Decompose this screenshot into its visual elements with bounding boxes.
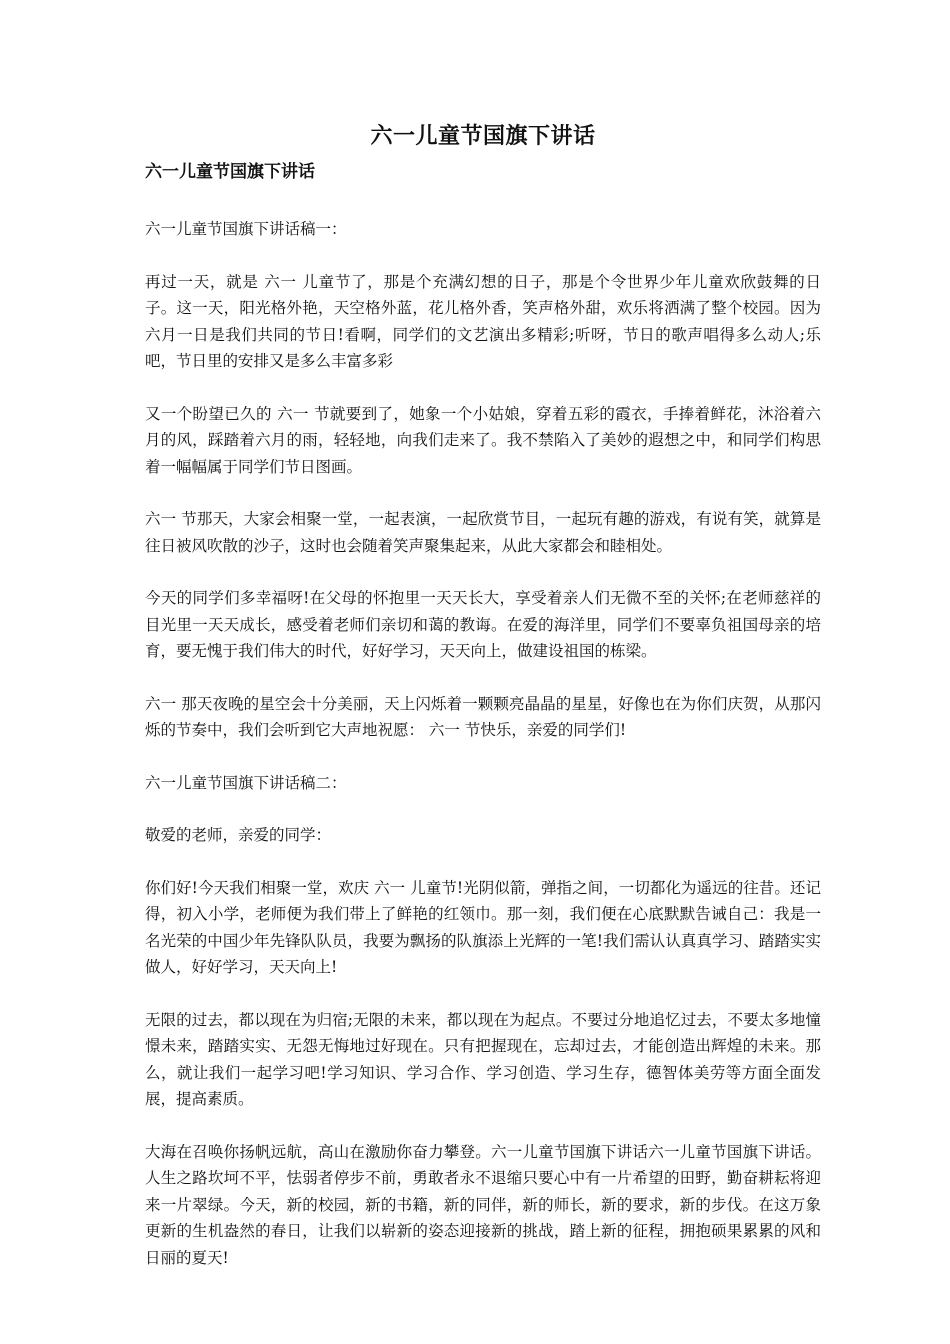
paragraph: 再过一天，就是 六一 儿童节了，那是个充满幻想的日子，那是个令世界少年儿童欢欣鼓舞的日子。这一天，阳光格外艳，天空格外蓝，花儿格外香，笑声格外甜，欢乐将洒满了整个校园。因为六月一日是我们共同的节日!看啊，同学们的文艺演出多精彩;听呀，节日的歌声唱得多么动人;乐吧，节日里的安排又是多么丰富多彩: [145, 272, 821, 370]
paragraph: 你们好!今天我们相聚一堂，欢庆 六一 儿童节!光阴似箭，弹指之间，一切都化为遥远的往昔。还记得，初入小学，老师便为我们带上了鲜艳的红领巾。那一刻，我们便在心底默默告诫自己：我是一名光荣的中国少年先锋队队员，我要为飘扬的队旗添上光辉的一笔!我们需认认真真学习、踏踏实实做人，好好学习，天天向上!: [145, 878, 821, 976]
speech-two-heading: 六一儿童节国旗下讲话稿二：: [145, 773, 347, 792]
document-page: [145, 118, 821, 1297]
paragraph: 无限的过去，都以现在为归宿;无限的未来，都以现在为起点。不要过分地追忆过去，不要太多地憧憬未来，踏踏实实、无怨无悔地过好现在。只有把握现在，忘却过去，才能创造出辉煌的未来。那么，就让我们一起学习吧!学习知识、学习合作、学习创造、学习生存，德智体美劳等方面全面发展，提高素质。: [145, 1010, 821, 1108]
salutation: 敬爱的老师，亲爱的同学：: [145, 826, 332, 844]
paragraph: 六一 节那天，大家会相聚一堂，一起表演，一起欣赏节目，一起玩有趣的游戏，有说有笑，就算是往日被风吹散的沙子，这时也会随着笑声聚集起来，从此大家都会和睦相处。: [145, 510, 821, 555]
paragraph: 大海在召唤你扬帆远航，高山在激励你奋力攀登。六一儿童节国旗下讲话六一儿童节国旗下讲话。人生之路坎坷不平，怯弱者停步不前，勇敢者永不退缩只要心中有一片希望的田野，勤奋耕耘将迎来一片翠绿。今天，新的校园，新的书籍，新的同伴，新的师长，新的要求，新的步伐。在这万象更新的生机盎然的春日，让我们以崭新的姿态迎接新的挑战，踏上新的征程，拥抱硕果累累的风和日丽的夏天!: [145, 1142, 821, 1267]
paragraph: 又一个盼望已久的 六一 节就要到了，她象一个小姑娘，穿着五彩的霞衣，手捧着鲜花，沐浴着六月的风，踩踏着六月的雨，轻轻地，向我们走来了。我不禁陷入了美妙的遐想之中，和同学们构思着一幅幅属于同学们节日图画。: [145, 404, 821, 476]
paragraph: 今天的同学们多幸福呀!在父母的怀抱里一天天长大，享受着亲人们无微不至的关怀;在老师慈祥的目光里一天天成长，感受着老师们亲切和蔼的教诲。在爱的海洋里，同学们不要辜负祖国母亲的培育，要无愧于我们伟大的时代，好好学习，天天向上，做建设祖国的栋梁。: [145, 589, 821, 660]
document-title: 六一儿童节国旗下讲话: [370, 124, 596, 149]
speech-one-heading: 六一儿童节国旗下讲话稿一：: [145, 220, 347, 238]
paragraph: 六一 那天夜晚的星空会十分美丽，天上闪烁着一颗颗亮晶晶的星星，好像也在为你们庆贺，从那闪烁的节奏中，我们会听到它大声地祝愿： 六一 节快乐，亲爱的同学们!: [145, 694, 821, 739]
document-subtitle: 六一儿童节国旗下讲话: [145, 162, 315, 182]
